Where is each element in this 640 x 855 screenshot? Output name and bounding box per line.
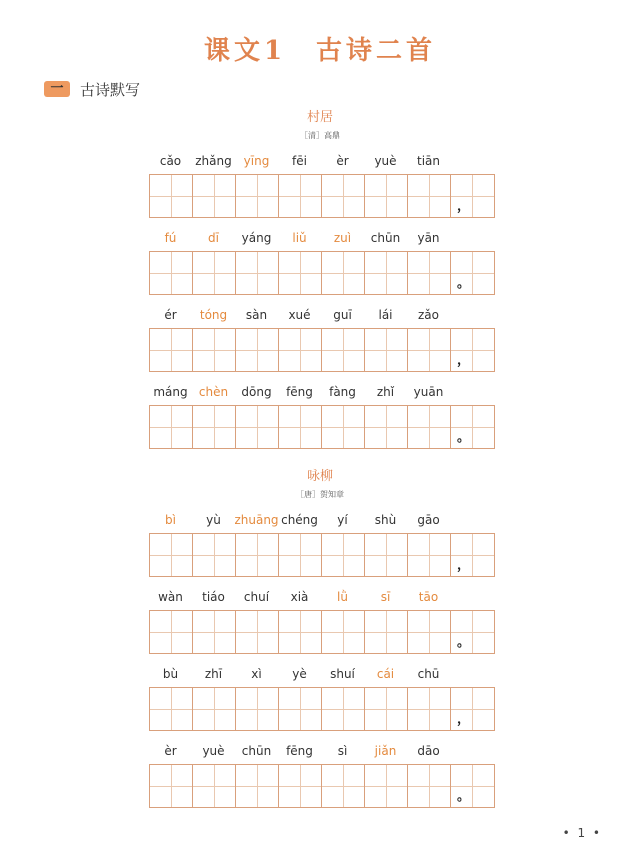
writing-cell[interactable] [192,328,236,372]
pinyin-syllable: zuì [333,231,352,245]
punctuation-mark: ， [457,712,471,727]
writing-cell[interactable] [321,174,365,218]
writing-cell[interactable] [235,328,279,372]
writing-cell[interactable] [149,174,193,218]
writing-cell[interactable] [321,764,365,808]
pinyin-syllable: zhī [204,667,223,681]
pinyin-syllable: dōng [241,385,272,399]
punctuation-cell [450,533,495,577]
pinyin-row [149,154,495,172]
writing-cell[interactable] [321,251,365,295]
writing-cell[interactable] [192,533,236,577]
writing-cell[interactable] [278,328,322,372]
writing-cell[interactable] [235,251,279,295]
writing-cell[interactable] [278,251,322,295]
pinyin-syllable: èr [164,744,177,758]
pinyin-syllable: yuè [374,154,397,168]
pinyin-syllable: chū [417,667,440,681]
writing-cell[interactable] [149,533,193,577]
pinyin-syllable: xué [288,308,311,322]
pinyin-syllable: lái [378,308,393,322]
writing-cell[interactable] [149,610,193,654]
pinyin-syllable: yuān [413,385,444,399]
pinyin-row [149,590,495,608]
writing-cell[interactable] [407,328,451,372]
writing-cell[interactable] [235,405,279,449]
punctuation-mark: ， [457,558,471,573]
pinyin-syllable: chūn [370,231,401,245]
writing-cell[interactable] [235,533,279,577]
punctuation-cell [450,174,495,218]
writing-cell[interactable] [321,610,365,654]
writing-cell[interactable] [192,610,236,654]
writing-cell[interactable] [364,764,408,808]
writing-grid [149,764,495,808]
pinyin-syllable: shuí [330,667,355,681]
punctuation-mark: 。 [457,789,471,804]
poem-author: ［唐］贺知章 [296,490,344,499]
pinyin-syllable: chūn [241,744,272,758]
pinyin-row [149,667,495,685]
pinyin-syllable: bì [165,513,176,527]
poem-line [149,154,495,220]
pinyin-syllable: bù [162,667,179,681]
pinyin-syllable: zǎo [418,308,439,322]
pinyin-syllable: sì [337,744,348,758]
poem-author: ［清］高鼎 [300,131,340,140]
writing-cell[interactable] [278,610,322,654]
punctuation-mark: 。 [457,635,471,650]
writing-cell[interactable] [235,764,279,808]
pinyin-syllable: yáng [241,231,272,245]
pinyin-row [149,231,495,249]
writing-cell[interactable] [235,610,279,654]
pinyin-syllable: cái [376,667,395,681]
pinyin-syllable: tóng [199,308,228,322]
writing-cell[interactable] [278,174,322,218]
writing-cell[interactable] [235,687,279,731]
pinyin-syllable: ér [164,308,177,322]
writing-cell[interactable] [278,405,322,449]
writing-cell[interactable] [407,174,451,218]
pinyin-syllable: èr [336,154,349,168]
poem-line [149,513,495,579]
writing-cell[interactable] [321,687,365,731]
poem-title: 村居 [306,110,333,125]
pinyin-syllable: gāo [417,513,440,527]
writing-cell[interactable] [149,405,193,449]
writing-cell[interactable] [407,687,451,731]
writing-cell[interactable] [364,174,408,218]
pinyin-syllable: yīng [243,154,270,168]
poem-line [149,308,495,374]
pinyin-syllable: xià [290,590,309,604]
pinyin-syllable: dāo [417,744,440,758]
pinyin-syllable: zhuāng [234,513,279,527]
writing-cell[interactable] [149,687,193,731]
pinyin-syllable: yè [292,667,307,681]
page-title: 课文1 古诗二首 [203,36,437,66]
pinyin-syllable: wàn [158,590,183,604]
punctuation-mark: 。 [457,276,471,291]
poem-title: 咏柳 [306,469,333,484]
page-number: • 1 • [562,826,602,840]
writing-cell[interactable] [192,251,236,295]
pinyin-syllable: guī [333,308,352,322]
pinyin-row [149,308,495,326]
writing-grid [149,687,495,731]
writing-cell[interactable] [192,405,236,449]
writing-cell[interactable] [278,533,322,577]
writing-cell[interactable] [192,687,236,731]
writing-grid [149,251,495,295]
writing-cell[interactable] [235,174,279,218]
pinyin-syllable: chuí [243,590,270,604]
pinyin-syllable: fēng [286,744,313,758]
pinyin-syllable: fēng [286,385,313,399]
poem-line [149,590,495,656]
pinyin-row [149,744,495,762]
writing-cell[interactable] [192,764,236,808]
writing-cell[interactable] [278,687,322,731]
pinyin-syllable: zhǐ [376,385,395,399]
poem-line [149,744,495,810]
writing-cell[interactable] [321,405,365,449]
punctuation-mark: 。 [457,430,471,445]
pinyin-syllable: shù [374,513,397,527]
pinyin-syllable: yù [206,513,221,527]
pinyin-syllable: xì [251,667,262,681]
pinyin-syllable: yān [417,231,440,245]
punctuation-cell [450,251,495,295]
punctuation-mark: ， [457,353,471,368]
writing-grid [149,610,495,654]
pinyin-syllable: cǎo [159,154,182,168]
poem-line [149,667,495,733]
writing-cell[interactable] [149,328,193,372]
writing-cell[interactable] [321,328,365,372]
writing-cell[interactable] [407,251,451,295]
pinyin-syllable: tiáo [202,590,225,604]
punctuation-cell [450,405,495,449]
pinyin-syllable: chèn [198,385,229,399]
punctuation-cell [450,328,495,372]
writing-cell[interactable] [364,610,408,654]
punctuation-cell [450,764,495,808]
pinyin-syllable: fēi [292,154,307,168]
writing-grid [149,405,495,449]
pinyin-syllable: tāo [418,590,439,604]
writing-cell[interactable] [364,328,408,372]
writing-cell[interactable] [407,764,451,808]
writing-grid [149,174,495,218]
writing-cell[interactable] [407,405,451,449]
writing-cell[interactable] [149,251,193,295]
writing-cell[interactable] [364,405,408,449]
pinyin-syllable: zhǎng [195,154,232,168]
punctuation-cell [450,610,495,654]
writing-cell[interactable] [278,764,322,808]
pinyin-syllable: fú [164,231,177,245]
pinyin-row [149,513,495,531]
writing-cell[interactable] [407,610,451,654]
writing-cell[interactable] [364,687,408,731]
pinyin-syllable: lǜ [337,590,348,604]
pinyin-syllable: jiǎn [374,744,397,758]
punctuation-cell [450,687,495,731]
section-label: 古诗默写 [80,81,141,99]
writing-grid [149,533,495,577]
pinyin-row [149,385,495,403]
writing-cell[interactable] [364,533,408,577]
poem-line [149,231,495,297]
pinyin-syllable: yuè [202,744,225,758]
writing-cell[interactable] [321,533,365,577]
pinyin-syllable: sàn [245,308,268,322]
pinyin-syllable: chéng [281,513,318,527]
pinyin-syllable: máng [153,385,188,399]
punctuation-mark: ， [457,199,471,214]
pinyin-syllable: fàng [329,385,356,399]
writing-cell[interactable] [149,764,193,808]
writing-cell[interactable] [407,533,451,577]
pinyin-syllable: tiān [417,154,440,168]
writing-cell[interactable] [192,174,236,218]
writing-grid [149,328,495,372]
pinyin-syllable: yí [337,513,348,527]
pinyin-syllable: liǔ [292,231,307,245]
writing-cell[interactable] [364,251,408,295]
pinyin-syllable: sī [380,590,391,604]
section-number-badge: 一 [44,81,70,97]
poem-line [149,385,495,451]
pinyin-syllable: dī [208,231,219,245]
